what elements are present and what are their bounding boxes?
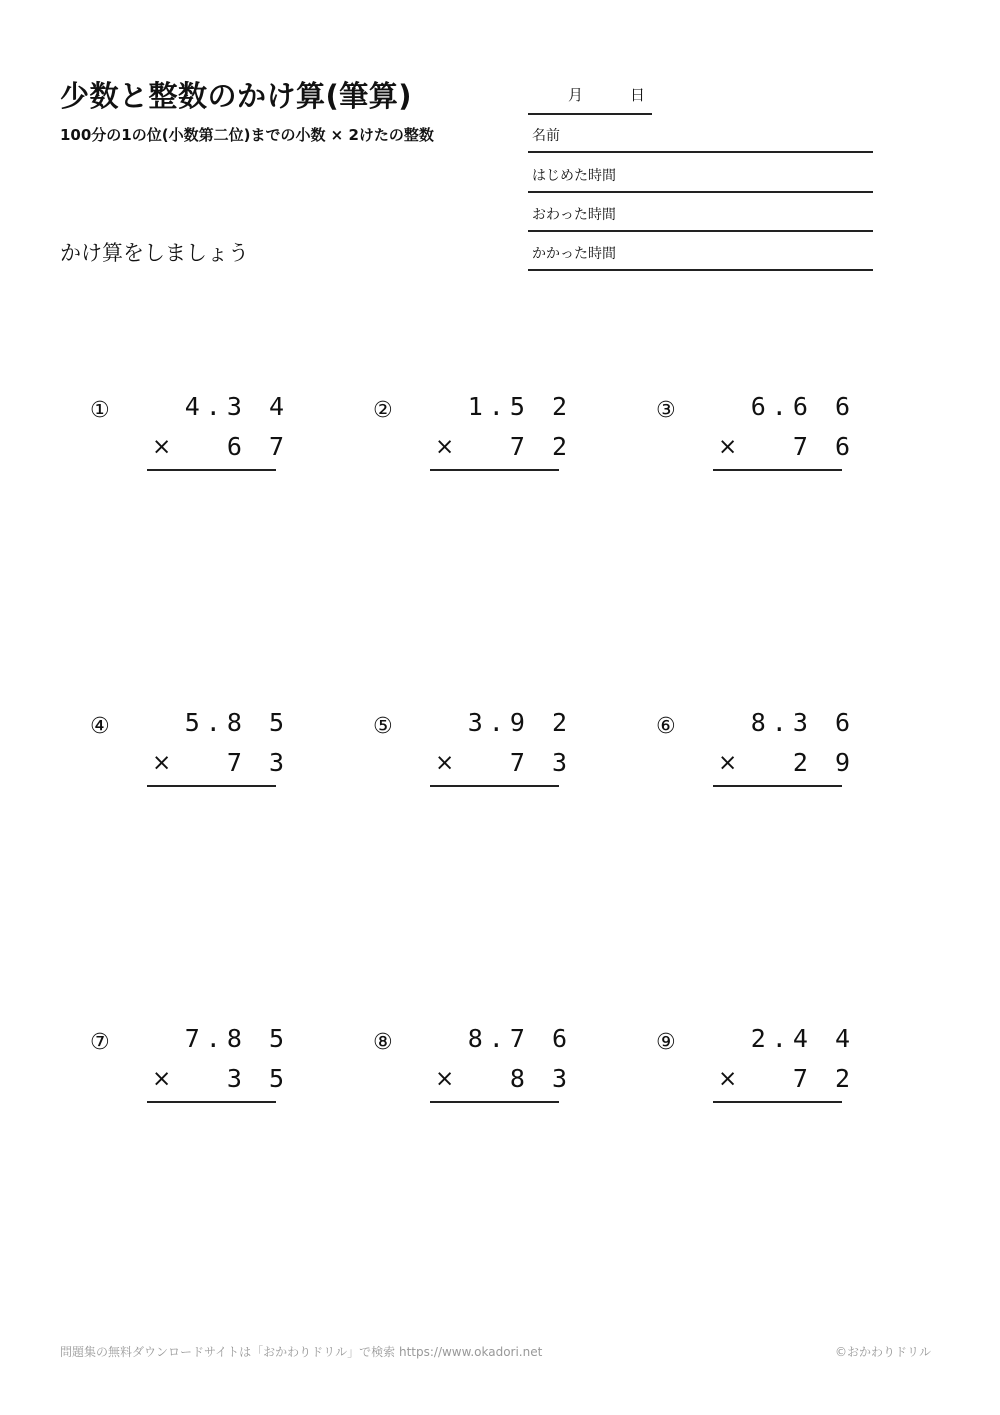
multiplier: 7 3: [509, 748, 573, 777]
date-field[interactable]: [528, 84, 652, 115]
multiplier: 7 2: [792, 1064, 856, 1093]
multiplicand: 3.9 2: [467, 708, 573, 737]
problem-number: ②: [373, 398, 393, 423]
multiplicand: 6.6 6: [750, 392, 856, 421]
multiply-sign: ×: [435, 434, 455, 460]
multiplier: 8 3: [509, 1064, 573, 1093]
multiplicand: 7.8 5: [184, 1024, 290, 1053]
multiply-sign: ×: [718, 1066, 738, 1092]
multiplicand: 1.5 2: [467, 392, 573, 421]
multiply-sign: ×: [718, 750, 738, 776]
multiplier: 7 3: [226, 748, 290, 777]
page-subtitle: 100分の1の位(小数第二位)までの小数 × 2けたの整数: [60, 126, 434, 144]
problem-3[interactable]: [656, 392, 856, 478]
multiply-sign: ×: [152, 750, 172, 776]
problem-1[interactable]: [90, 392, 290, 478]
multiplicand: 8.7 6: [467, 1024, 573, 1053]
problem-5[interactable]: [373, 708, 573, 794]
footer-copyright: ©おかわりドリル: [834, 1345, 931, 1359]
problem-4[interactable]: [90, 708, 290, 794]
problem-9[interactable]: [656, 1024, 856, 1110]
end-time-field[interactable]: [528, 194, 873, 232]
problem-number: ⑦: [90, 1030, 110, 1055]
multiply-sign: ×: [152, 434, 172, 460]
problem-number: ⑨: [656, 1030, 676, 1055]
multiply-sign: ×: [152, 1066, 172, 1092]
problem-number: ⑧: [373, 1030, 393, 1055]
multiply-sign: ×: [435, 1066, 455, 1092]
end-time-label: おわった時間: [532, 207, 616, 223]
multiplicand: 4.3 4: [184, 392, 290, 421]
multiplier: 3 5: [226, 1064, 290, 1093]
answer-line: [430, 785, 559, 787]
problem-number: ⑤: [373, 714, 393, 739]
answer-line: [430, 1101, 559, 1103]
answer-line: [713, 785, 842, 787]
answer-line: [430, 469, 559, 471]
name-label: 名前: [532, 128, 560, 144]
problem-7[interactable]: [90, 1024, 290, 1110]
multiplier: 7 2: [509, 432, 573, 461]
elapsed-time-label: かかった時間: [532, 246, 616, 262]
problem-8[interactable]: [373, 1024, 573, 1110]
multiplier: 7 6: [792, 432, 856, 461]
name-field[interactable]: [528, 115, 873, 153]
multiplier: 2 9: [792, 748, 856, 777]
multiplicand: 5.8 5: [184, 708, 290, 737]
problem-number: ⑥: [656, 714, 676, 739]
problem-2[interactable]: [373, 392, 573, 478]
problem-number: ③: [656, 398, 676, 423]
problem-number: ①: [90, 398, 110, 423]
multiplicand: 8.3 6: [750, 708, 856, 737]
multiply-sign: ×: [718, 434, 738, 460]
answer-line: [147, 785, 276, 787]
answer-line: [713, 1101, 842, 1103]
start-time-field[interactable]: [528, 155, 873, 193]
multiplier: 6 7: [226, 432, 290, 461]
answer-line: [147, 1101, 276, 1103]
problem-6[interactable]: [656, 708, 856, 794]
day-label: 日: [630, 86, 646, 104]
elapsed-time-field[interactable]: [528, 233, 873, 271]
answer-line: [713, 469, 842, 471]
answer-line: [147, 469, 276, 471]
footer-site-text: 問題集の無料ダウンロードサイトは「おかわりドリル」で検索 https://www.okadori.net: [60, 1345, 543, 1359]
instruction-text: かけ算をしましょう: [60, 241, 249, 265]
start-time-label: はじめた時間: [532, 168, 616, 184]
month-label: 月: [568, 86, 584, 104]
multiplicand: 2.4 4: [750, 1024, 856, 1053]
page-title: 少数と整数のかけ算(筆算): [60, 79, 413, 113]
problem-number: ④: [90, 714, 110, 739]
multiply-sign: ×: [435, 750, 455, 776]
